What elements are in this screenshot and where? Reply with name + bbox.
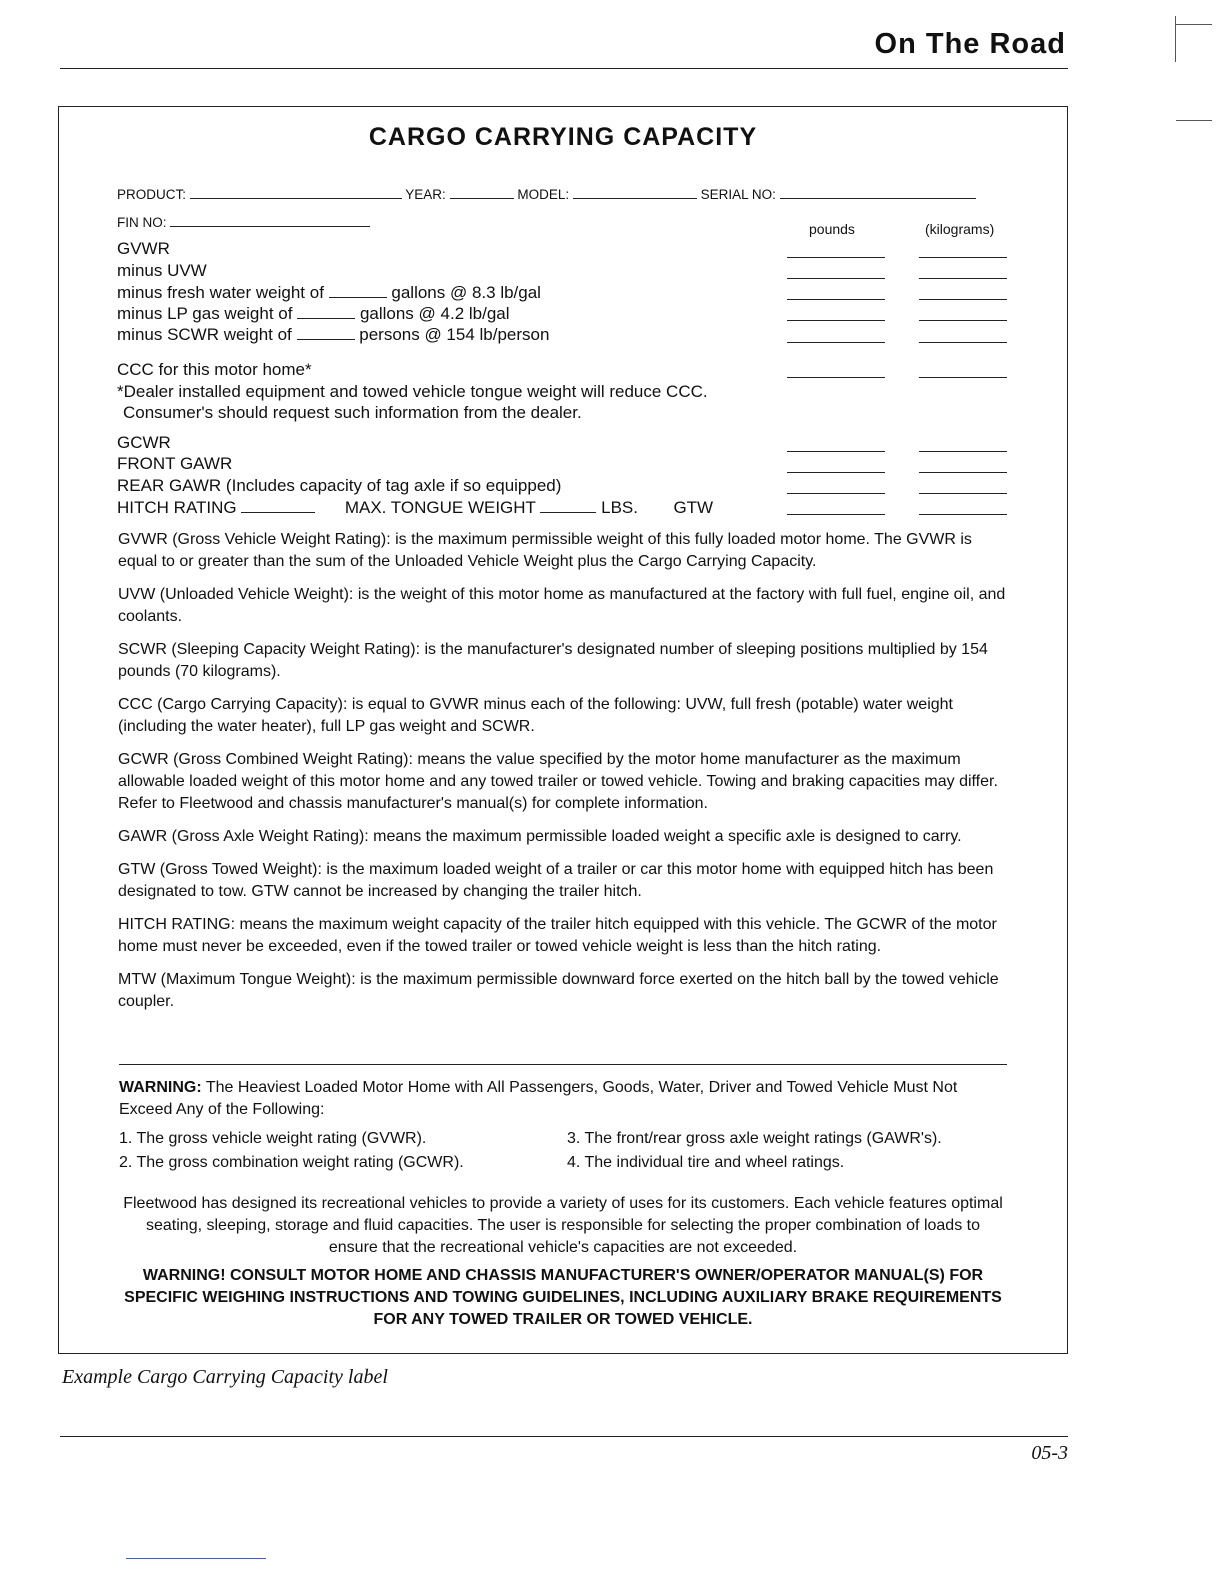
consumer-note: Consumer's should request such information from the dealer.: [123, 403, 582, 422]
scwr-kilograms-blank[interactable]: [919, 342, 1007, 343]
page-number: 05-3: [1031, 1442, 1068, 1464]
lp-row: [117, 303, 510, 324]
lp-gallons-blank[interactable]: [297, 303, 355, 319]
margin-mark: [1176, 120, 1212, 121]
year-blank[interactable]: [450, 183, 514, 199]
definition-ccc: CCC (Cargo Carrying Capacity): is equal to GVWR minus each of the following: UVW, full fresh (potable) water weight (including the water heater), full LP gas weight and SCWR.: [118, 696, 953, 735]
definition-gcwr: GCWR (Gross Combined Weight Rating): means the value specified by the motor home manufacturer as the maximum allowable loaded weight of this motor home and any towed trailer or towed vehicle. Towing and braking capacities may differ. Refer to Fleetwood and chassis manufacturer's manual(s) for complete information.: [118, 751, 998, 812]
product-year-model-serial-row: [117, 183, 976, 202]
rear-gawr-row: REAR GAWR (Includes capacity of tag axle if so equipped): [117, 476, 562, 495]
figure-caption: Example Cargo Carrying Capacity label: [62, 1366, 388, 1388]
definition-hitch-rating: HITCH RATING: means the maximum weight capacity of the trailer hitch equipped with this vehicle. The GCWR of the motor home must never be exceeded, even if the towed trailer or towed vehicle weight is less than the hitch rating.: [118, 916, 997, 955]
year-label: YEAR:: [405, 187, 446, 202]
footer-rule: [60, 1436, 1068, 1437]
scwr-pounds-blank[interactable]: [787, 342, 885, 343]
margin-mark: [1175, 16, 1176, 62]
warning-divider: [119, 1064, 1007, 1065]
scwr-persons-blank[interactable]: [297, 324, 355, 340]
max-tongue-blank[interactable]: [540, 497, 596, 513]
lp-prefix: minus LP gas weight of: [117, 304, 293, 323]
gtw-kilograms-blank[interactable]: [919, 514, 1007, 515]
hitch-row: [117, 497, 713, 518]
scwr-prefix: minus SCWR weight of: [117, 325, 292, 344]
max-tongue-label: MAX. TONGUE WEIGHT: [344, 498, 536, 517]
warning-list-right: [567, 1127, 942, 1175]
lp-suffix: gallons @ 4.2 lb/gal: [359, 304, 510, 323]
lp-kilograms-blank[interactable]: [919, 320, 1007, 321]
definition-uvw: UVW (Unloaded Vehicle Weight): is the weight of this motor home as manufactured at the factory with full fuel, engine oil, and coolants.: [118, 586, 1006, 625]
model-blank[interactable]: [573, 183, 697, 199]
final-warning: WARNING! CONSULT MOTOR HOME AND CHASSIS MANUFACTURER'S OWNER/OPERATOR MANUAL(S) FOR SPECIFIC WEIGHING INSTRUCTIONS AND TOWING GUIDELINES, INCLUDING AUXILIARY BRAKE REQUIREMENTS FOR ANY TOWED TRAILER OR TOWED VEHICLE.: [124, 1267, 1002, 1328]
definition-gtw: GTW (Gross Towed Weight): is the maximum loaded weight of a trailer or car this motor home with equipped hitch has been designated to tow. GTW cannot be increased by changing the trailer hitch.: [118, 861, 994, 900]
lbs-label: LBS.: [601, 498, 638, 517]
gcwr-kilograms-blank[interactable]: [919, 451, 1007, 452]
front-gawr-pounds-blank[interactable]: [787, 472, 885, 473]
definition-mtw: MTW (Maximum Tongue Weight): is the maximum permissible downward force exerted on the hitch ball by the towed vehicle coupler.: [118, 971, 999, 1010]
hitch-blank[interactable]: [241, 497, 315, 513]
dealer-note: *Dealer installed equipment and towed vehicle tongue weight will reduce CCC.: [117, 382, 708, 401]
ccc-pounds-blank[interactable]: [787, 377, 885, 378]
cargo-capacity-label: [58, 106, 1068, 1354]
product-label: PRODUCT:: [117, 187, 187, 202]
lp-pounds-blank[interactable]: [787, 320, 885, 321]
pounds-column-header: pounds: [809, 221, 855, 237]
footer-mark: [126, 1558, 266, 1559]
warning-label: WARNING:: [119, 1079, 202, 1096]
section-title: On The Road: [874, 28, 1066, 60]
water-gallons-blank[interactable]: [329, 282, 387, 298]
scwr-row: [117, 324, 549, 345]
uvw-pounds-blank[interactable]: [787, 278, 885, 279]
fin-row: [117, 211, 370, 230]
uvw-kilograms-blank[interactable]: [919, 278, 1007, 279]
scwr-suffix: persons @ 154 lb/person: [359, 325, 550, 344]
gcwr-pounds-blank[interactable]: [787, 451, 885, 452]
water-pounds-blank[interactable]: [787, 299, 885, 300]
water-kilograms-blank[interactable]: [919, 299, 1007, 300]
gvwr-pounds-blank[interactable]: [787, 257, 885, 258]
serial-label: SERIAL NO:: [700, 187, 776, 202]
water-row: [117, 282, 541, 303]
warning-text: The Heaviest Loaded Motor Home with All Passengers, Goods, Water, Driver and Towed Vehicle Must Not Exceed Any of the Following:: [119, 1079, 958, 1118]
gtw-label: GTW: [673, 498, 714, 517]
uvw-row: minus UVW: [117, 261, 207, 280]
gvwr-kilograms-blank[interactable]: [919, 257, 1007, 258]
header-rule: [60, 68, 1068, 69]
gtw-pounds-blank[interactable]: [787, 514, 885, 515]
model-label: MODEL:: [517, 187, 570, 202]
warning-list-left: [119, 1127, 464, 1175]
rear-gawr-kilograms-blank[interactable]: [919, 493, 1007, 494]
ccc-kilograms-blank[interactable]: [919, 377, 1007, 378]
gvwr-row: GVWR: [117, 239, 170, 258]
serial-blank[interactable]: [780, 183, 976, 199]
water-prefix: minus fresh water weight of: [117, 283, 324, 302]
warning-item-gvwr: 1. The gross vehicle weight rating (GVWR).: [119, 1130, 427, 1147]
ccc-row: CCC for this motor home*: [117, 360, 312, 379]
water-suffix: gallons @ 8.3 lb/gal: [391, 283, 541, 302]
definitions: [118, 529, 1008, 1024]
warning-paragraph: [119, 1077, 999, 1121]
definition-gvwr: GVWR (Gross Vehicle Weight Rating): is the maximum permissible weight of this fully loaded motor home. The GVWR is equal to or greater than the sum of the Unloaded Vehicle Weight plus the Cargo Carrying Capacity.: [118, 531, 972, 570]
hitch-label: HITCH RATING: [117, 498, 237, 517]
fin-label: FIN NO:: [117, 215, 167, 230]
fin-blank[interactable]: [170, 211, 370, 227]
margin-mark: [1176, 24, 1212, 25]
label-title: CARGO CARRYING CAPACITY: [368, 123, 758, 151]
definition-gawr: GAWR (Gross Axle Weight Rating): means the maximum permissible loaded weight a specific axle is designed to carry.: [118, 828, 962, 845]
product-blank[interactable]: [190, 183, 402, 199]
warning-item-tire: 4. The individual tire and wheel ratings.: [567, 1154, 845, 1171]
warning-item-gcwr: 2. The gross combination weight rating (GCWR).: [119, 1154, 464, 1171]
gcwr-row: GCWR: [117, 433, 171, 452]
front-gawr-row: FRONT GAWR: [117, 454, 233, 473]
warning-item-gawr: 3. The front/rear gross axle weight ratings (GAWR's).: [567, 1130, 942, 1147]
front-gawr-kilograms-blank[interactable]: [919, 472, 1007, 473]
closing-paragraph: Fleetwood has designed its recreational vehicles to provide a variety of uses for its customers. Each vehicle features optimal seating, sleeping, storage and fluid capacities. The user is responsible for selecting the proper combination of loads to ensure that the recreational vehicle's capacities are not exceeded.: [123, 1195, 1003, 1256]
rear-gawr-pounds-blank[interactable]: [787, 493, 885, 494]
definition-scwr: SCWR (Sleeping Capacity Weight Rating): is the manufacturer's designated number of sleeping positions multiplied by 154 pounds (70 kilograms).: [118, 641, 988, 680]
kilograms-column-header: (kilograms): [925, 221, 995, 237]
